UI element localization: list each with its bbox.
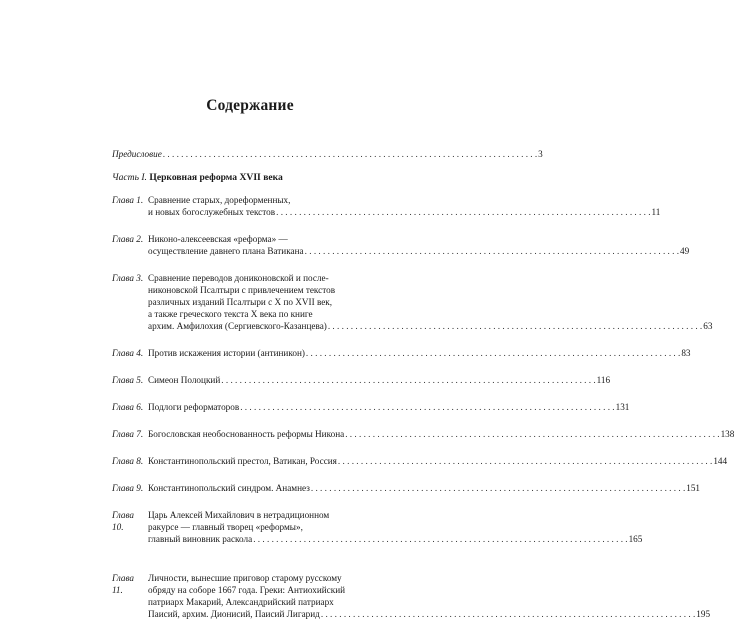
toc-entry-chapter-5 (112, 374, 611, 386)
toc-entry-chapter-9 (112, 482, 701, 494)
toc-entry-chapter-10 (112, 509, 643, 544)
toc-entry-chapter-3 (112, 272, 713, 331)
part-heading (112, 172, 283, 183)
part-name: Церковная реформа XVII века (149, 172, 283, 183)
preface-label: Предисловие (112, 149, 162, 159)
chapter-title-text: главный виновник раскола (148, 534, 253, 544)
chapter-label: Глава 3. (112, 273, 144, 283)
preface-page: 3 (538, 149, 543, 159)
chapter-label: Глава 10. (112, 510, 134, 532)
toc-entry-chapter-8 (112, 455, 728, 467)
chapter-title-line: обряду на соборе 1667 года. Греки: Антиохийский (148, 585, 346, 595)
chapter-title-line (148, 533, 643, 545)
chapter-title-line (148, 374, 611, 386)
chapter-title-text: Против искажения истории (антиникон) (148, 348, 305, 358)
leader-dots (221, 374, 595, 386)
chapter-title (148, 401, 630, 413)
chapter-title-line: патриарх Макарий, Александрийский патриарх (148, 597, 334, 607)
chapter-title-line: Никоно-алексеевская «реформа» — (148, 234, 288, 244)
chapter-title-text: и новых богослужебных текстов (148, 207, 276, 217)
chapter-title (148, 572, 711, 620)
chapter-label: Глава 9. (112, 483, 144, 493)
leader-dots (305, 245, 679, 257)
chapter-title (148, 374, 611, 386)
chapter-title-text: Константинопольский престол, Ватикан, Россия (148, 456, 337, 466)
chapter-title-line (148, 455, 728, 467)
chapter-title-text: Симеон Полоцкий (148, 375, 221, 385)
leader-dots (321, 608, 695, 620)
chapter-label: Глава 2. (112, 234, 144, 244)
chapter-page: 49 (680, 246, 690, 256)
chapter-label: Глава 6. (112, 402, 144, 412)
chapter-title-line (148, 608, 711, 620)
chapter-title-line: Личности, вынесшие приговор старому русскому (148, 573, 342, 583)
chapter-label: Глава 11. (112, 573, 134, 595)
chapter-label: Глава 8. (112, 456, 144, 466)
chapter-title-line: никоновской Псалтыри с привлечением текстов (148, 285, 336, 295)
chapter-page: 131 (615, 402, 630, 412)
leader-dots (276, 206, 650, 218)
chapter-title-line (148, 320, 713, 332)
chapter-title-text: Константинопольский синдром. Анамнез (148, 483, 310, 493)
chapter-title-text: Богословская необоснованность реформы Никона (148, 429, 345, 439)
leader-dots (163, 149, 537, 159)
chapter-page: 63 (703, 321, 713, 331)
chapter-page: 116 (596, 375, 611, 385)
toc-entry-chapter-1 (112, 194, 661, 217)
chapter-title (148, 509, 643, 545)
chapter-title-line: Сравнение переводов дониконовской и после- (148, 273, 329, 283)
toc-entry-chapter-6 (112, 401, 630, 413)
chapter-title-line: различных изданий Псалтыри с X по XVII век, (148, 297, 333, 307)
chapter-title-line: а также греческого текста X века по книге (148, 309, 313, 319)
chapter-title-line (148, 347, 691, 359)
chapter-title (148, 455, 728, 467)
chapter-title-line (148, 428, 734, 440)
leader-dots (240, 401, 614, 413)
chapter-title (148, 347, 691, 359)
chapter-title (148, 272, 713, 332)
chapter-title-text: Паисий, архим. Дионисий, Паисий Лигарид (148, 609, 320, 619)
chapter-title (148, 233, 690, 257)
toc-entry-chapter-2 (112, 233, 690, 256)
chapter-title-line (148, 482, 701, 494)
leader-dots (253, 533, 627, 545)
chapter-title-line: Сравнение старых, дореформенных, (148, 195, 291, 205)
part-label: Часть I. (112, 172, 147, 183)
chapter-page: 11 (651, 207, 661, 217)
chapter-label: Глава 4. (112, 348, 144, 358)
chapter-title-text: осуществление давнего плана Ватикана (148, 246, 304, 256)
chapter-page: 151 (686, 483, 701, 493)
page-title: Содержание (206, 97, 294, 114)
chapter-page: 165 (628, 534, 643, 544)
leader-dots (306, 347, 680, 359)
chapter-title (148, 194, 661, 218)
chapter-title-line (148, 206, 661, 218)
chapter-title-line: ракурсе — главный творец «реформы», (148, 522, 303, 532)
chapter-page: 195 (696, 609, 711, 619)
chapter-title (148, 428, 734, 440)
chapter-page: 83 (681, 348, 691, 358)
leader-dots (311, 482, 685, 494)
chapter-label: Глава 1. (112, 195, 144, 205)
chapter-title-line (148, 245, 690, 257)
leader-dots (338, 455, 712, 467)
toc-entry-chapter-4 (112, 347, 691, 359)
chapter-title-text: Подлоги реформаторов (148, 402, 240, 412)
chapter-page: 138 (720, 429, 734, 439)
leader-dots (328, 320, 702, 332)
chapter-label: Глава 5. (112, 375, 144, 385)
toc-entry-chapter-11 (112, 572, 711, 619)
chapter-label: Глава 7. (112, 429, 144, 439)
chapter-page: 144 (713, 456, 728, 466)
toc-entry-preface (112, 149, 543, 159)
chapter-title-line (148, 401, 630, 413)
leader-dots (345, 428, 719, 440)
chapter-title-line: Царь Алексей Михайлович в нетрадиционном (148, 510, 330, 520)
toc-entry-chapter-7 (112, 428, 734, 440)
chapter-title-text: архим. Амфилохия (Сергиевского-Казанцева) (148, 321, 327, 331)
chapter-title (148, 482, 701, 494)
